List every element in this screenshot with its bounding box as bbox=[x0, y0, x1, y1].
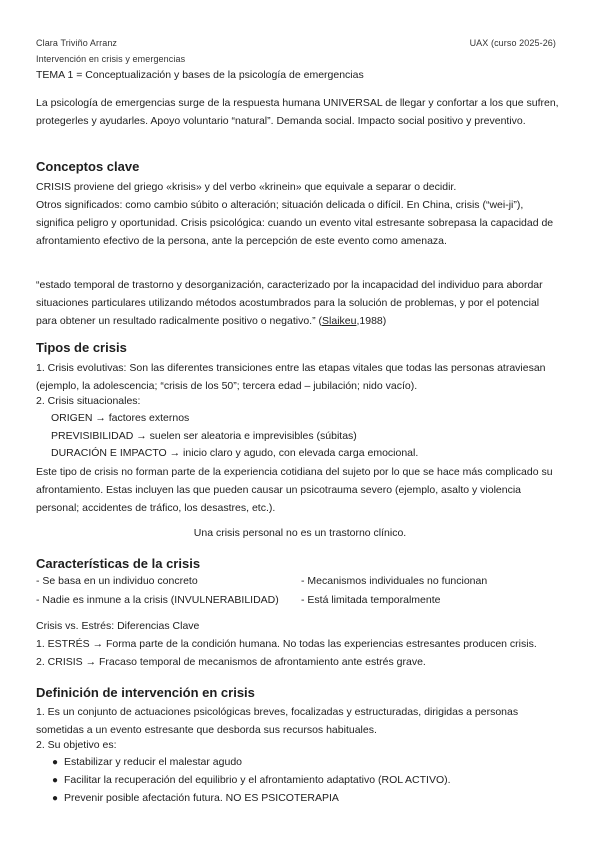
bullet-icon: ● bbox=[52, 757, 59, 768]
course-label: UAX (curso 2025-26) bbox=[469, 38, 556, 48]
slaikeu-quote bbox=[36, 276, 561, 330]
caracteristica-left-2: - Nadie es inmune a la crisis (INVULNERABILIDAD) bbox=[36, 594, 279, 606]
centered-note: Una crisis personal no es un trastorno clínico. bbox=[193, 527, 407, 539]
caracteristica-left-1: - Se basa en un individuo concreto bbox=[36, 575, 198, 587]
intro-paragraph: La psicología de emergencias surge de la respuesta humana UNIVERSAL de llegar y confortar a los que sufren, protegerles y ayudarles. Apoyo voluntario “natural”. Demanda social. Impacto social positivo y preventivo. bbox=[36, 97, 559, 127]
quote-author-link[interactable]: Slaikeu bbox=[322, 315, 357, 327]
bullet-icon: ● bbox=[52, 793, 59, 804]
conceptos-paragraph-2: Otros significados: como cambio súbito o alteración; situación delicada o difícil. En China, crisis (“wei-ji”), significa peligro y oportunidad. Crisis psicológica: cuando un evento vital estresante sobrepasa la capacidad de afrontamiento efectivo de la persona, ante la percepción de este evento como amenaza. bbox=[36, 199, 554, 247]
crisis-situacionales: 2. Crisis situacionales: bbox=[36, 395, 141, 407]
quote-year: ,1988) bbox=[356, 315, 387, 327]
origen-line: ORIGEN → factores externos bbox=[51, 412, 190, 424]
caracteristica-right-1: - Mecanismos individuales no funcionan bbox=[301, 575, 488, 587]
tema-title: TEMA 1 = Conceptualización y bases de la psicología de emergencias bbox=[36, 69, 364, 81]
crisis-evolutivas: 1. Crisis evolutivas: Son las diferentes transiciones entre las etapas vitales que todas las personas atraviesan (ejemplo, la adolescencia; “crisis de los 50”; tercera edad – jubilación; nido vacío). bbox=[36, 362, 546, 392]
author-name: Clara Triviño Arranz bbox=[36, 38, 118, 48]
duracion-line: DURACIÓN E IMPACTO → inicio claro y agudo, con elevada carga emocional. bbox=[51, 447, 419, 459]
conceptos-heading: Conceptos clave bbox=[36, 159, 140, 174]
estres-line: 1. ESTRÉS → Forma parte de la condición humana. No todas las experiencias estresantes producen crisis. bbox=[36, 638, 537, 650]
tipos-heading: Tipos de crisis bbox=[36, 340, 127, 355]
subject-label: Intervención en crisis y emergencias bbox=[36, 54, 186, 64]
definicion-heading: Definición de intervención en crisis bbox=[36, 685, 255, 700]
objetivo-item-3: Prevenir posible afectación futura. NO ES PSICOTERAPIA bbox=[64, 792, 339, 804]
caracteristicas-heading: Características de la crisis bbox=[36, 556, 201, 571]
objetivo-item-1: Estabilizar y reducir el malestar agudo bbox=[64, 756, 242, 768]
bullet-icon: ● bbox=[52, 775, 59, 786]
caracteristica-right-2: - Está limitada temporalmente bbox=[301, 594, 441, 606]
diferencias-title: Crisis vs. Estrés: Diferencias Clave bbox=[36, 620, 200, 632]
definicion-paragraph-1: 1. Es un conjunto de actuaciones psicológicas breves, focalizadas y estructuradas, dirigidas a personas sometidas a un evento estresante que desborda sus recursos habituales. bbox=[36, 706, 519, 736]
crisis-line: 2. CRISIS → Fracaso temporal de mecanismos de afrontamiento ante estrés grave. bbox=[36, 656, 426, 668]
conceptos-paragraph-1: CRISIS proviene del griego «krisis» y del verbo «krinein» que equivale a separar o decidir. bbox=[36, 181, 457, 193]
objetivo-item-2: Facilitar la recuperación del equilibrio y el afrontamiento adaptativo (ROL ACTIVO). bbox=[64, 774, 451, 786]
tipos-nota: Este tipo de crisis no forman parte de la experiencia cotidiana del sujeto por lo que se hace más complicado su afrontamiento. Estas incluyen las que pueden causar un psicotrauma severo (ejemplo, asalto y violencia personal; accidentes de tráfico, los desastres, etc.). bbox=[36, 466, 553, 514]
quote-text: “estado temporal de trastorno y desorganización, caracterizado por la incapacidad del individuo para abordar situaciones particulares utilizando métodos acostumbrados para la solución de problemas, y por el potencial para obtener un resultado radicalmente positivo o negativo.” ( bbox=[36, 279, 543, 327]
definicion-paragraph-2: 2. Su objetivo es: bbox=[36, 739, 117, 751]
previsibilidad-line: PREVISIBILIDAD → suelen ser aleatoria e imprevisibles (súbitas) bbox=[51, 430, 357, 442]
